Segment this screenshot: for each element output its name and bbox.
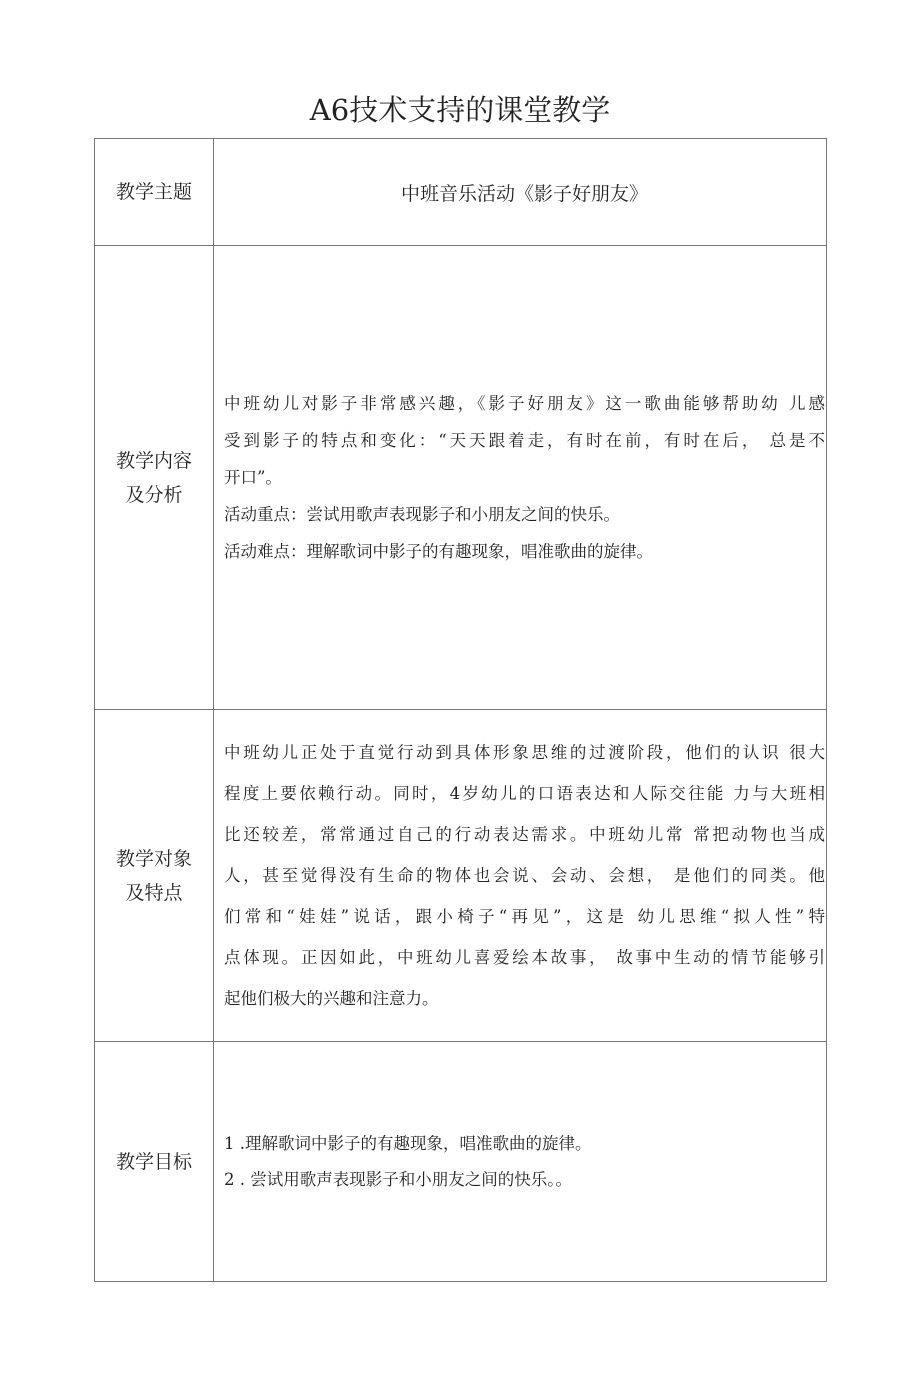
text-line: 起他们极大的兴趣和注意力。: [224, 989, 439, 1008]
objectives-text: [214, 1042, 827, 1282]
audience-text: [214, 710, 827, 1042]
row-objectives: [95, 1042, 827, 1282]
text-line: 活动重点：尝试用歌声表现影子和小朋友之间的快乐。: [224, 505, 620, 524]
text-line: 程度上要依赖行动。同时，4岁幼儿的口语表达和人际交往能 力与大班相: [224, 784, 825, 803]
text-line: 们常和“娃娃”说话，跟小椅子“再见”，这是 幼儿思维“拟人性”特: [224, 907, 825, 926]
topic-value: 中班音乐活动《影子好朋友》: [214, 139, 827, 246]
label-line: 及分析: [125, 483, 183, 506]
objective-item: 1 .理解歌词中影子的有趣现象，唱准歌曲的旋律。: [224, 1133, 592, 1153]
content-analysis-text: [214, 246, 827, 710]
label-line: 教学内容: [115, 449, 192, 472]
label-line: 及特点: [125, 881, 183, 904]
text-line: 比还较差，常常通过自己的行动表达需求。中班幼儿常 常把动物也当成: [224, 825, 825, 844]
row-audience: [95, 710, 827, 1042]
topic-label: 教学主题: [95, 139, 214, 246]
text-line: 人，甚至觉得没有生命的物体也会说、会动、会想， 是他们的同类。他: [224, 866, 825, 885]
content-analysis-label: [95, 246, 214, 710]
text-line: 点体现。正因如此，中班幼儿喜爱绘本故事， 故事中生动的情节能够引: [224, 948, 825, 967]
text-line: 活动难点：理解歌词中影子的有趣现象，唱准歌曲的旋律。: [224, 542, 653, 561]
label-line: 教学对象: [115, 847, 192, 870]
objective-item: 2 . 尝试用歌声表现影子和小朋友之间的快乐。。: [224, 1169, 572, 1189]
row-topic: [95, 139, 827, 246]
text-line: 中班幼儿正处于直觉行动到具体形象思维的过渡阶段，他们的认识 很大: [224, 743, 825, 762]
row-content-analysis: [95, 246, 827, 710]
text-line: 受到影子的特点和变化：“天天跟着走，有时在前，有时在后， 总是不: [224, 431, 825, 450]
audience-label: [95, 710, 214, 1042]
objectives-label: 教学目标: [95, 1042, 214, 1282]
text-line: 中班幼儿对影子非常感兴趣，《影子好朋友》这一歌曲能够帮助幼 儿感: [224, 394, 825, 413]
page-title: A6技术支持的课堂教学: [309, 93, 611, 127]
lesson-table: [94, 138, 827, 1282]
text-line: 开口”。: [224, 468, 282, 487]
